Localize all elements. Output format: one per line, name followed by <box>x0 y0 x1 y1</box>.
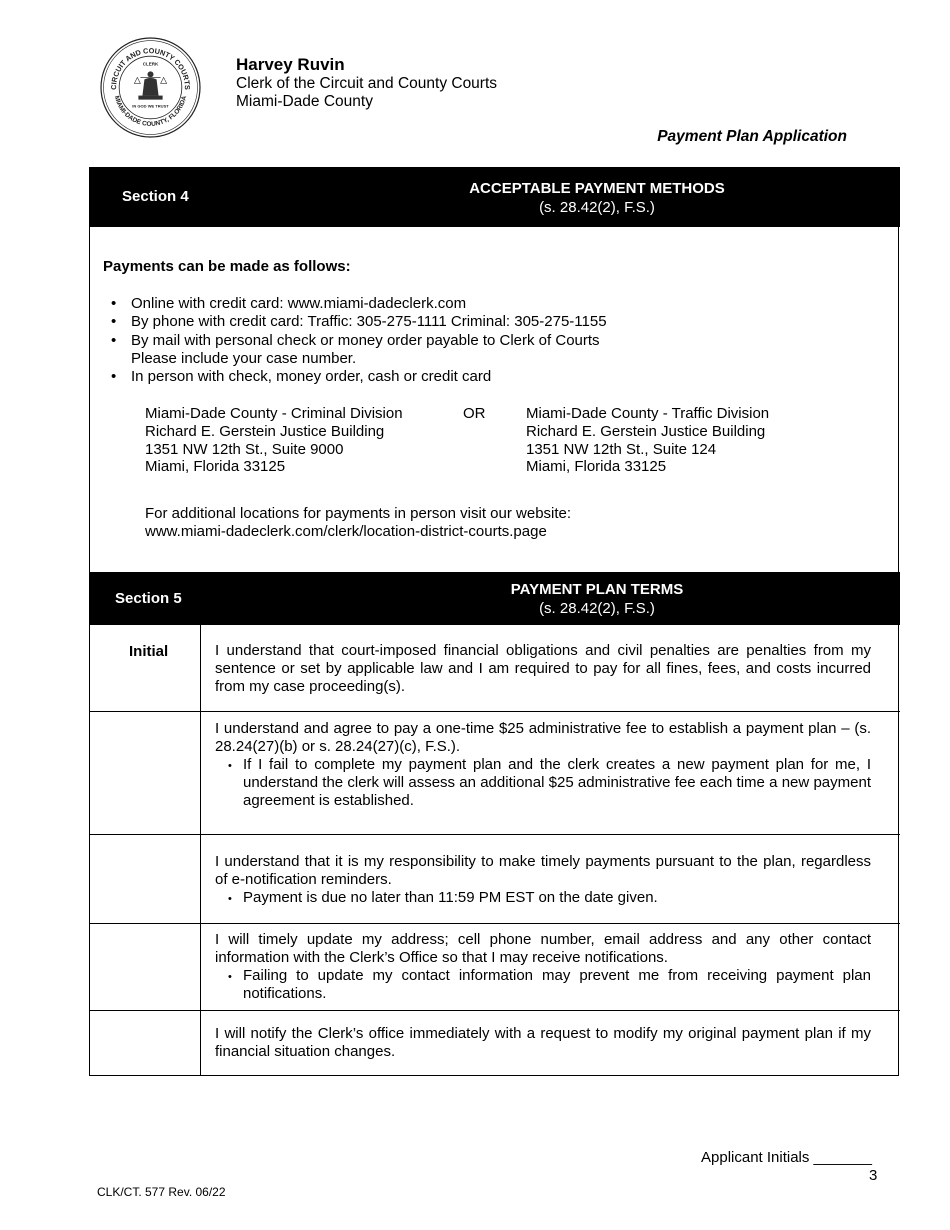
list-item: • By phone with credit card: Traffic: 305-275-1111 Criminal: 305-275-1155 <box>103 313 607 331</box>
section-5-header <box>89 572 900 625</box>
term-row: I understand that court-imposed financial obligations and civil penalties are penalties from my sentence or set by applicable law and I am required to pay for all fines, fees, and costs incurred from my case proceeding(s). <box>215 642 871 695</box>
locations-note: For additional locations for payments in person visit our website: <box>145 505 572 522</box>
term-row: I understand and agree to pay a one-time $25 administrative fee to establish a payment plan – (s. 28.24(27)(b) or s. 28.24(27)(c), F.S.). • If I fail to complete my payment plan and the clerk creates a new payment plan for me, I understand the clerk will assess an additional $25 administrative fee each time a new payment agreement is established. <box>215 720 871 810</box>
clerk-name: Harvey Ruvin <box>236 55 345 74</box>
applicant-initials-field[interactable]: Applicant Initials _______ <box>701 1149 872 1166</box>
column-divider <box>200 625 201 1076</box>
county-name: Miami-Dade County <box>236 93 373 110</box>
form-code: CLK/CT. 577 Rev. 06/22 <box>97 1185 226 1199</box>
locations-url: www.miami-dadeclerk.com/clerk/location-district-courts.page <box>145 523 547 540</box>
term-row: I will notify the Clerk’s office immediately with a request to modify my original payment plan if my financial situation changes. <box>215 1025 871 1060</box>
section-5-label: Section 5 <box>115 590 182 607</box>
row-divider <box>89 1010 900 1011</box>
section-5-statute: (s. 28.42(2), F.S.) <box>539 600 655 617</box>
mail-note: Please include your case number. <box>131 349 357 367</box>
section-4-statute: (s. 28.42(2), F.S.) <box>539 199 655 216</box>
section-4-label: Section 4 <box>122 188 189 205</box>
page-number: 3 <box>869 1167 878 1184</box>
clerk-seal-logo <box>100 37 201 138</box>
svg-text:CIRCUIT AND COUNTY COURTS: CIRCUIT AND COUNTY COURTS <box>109 46 192 90</box>
traffic-division-address: Miami-Dade County - Traffic Division Richard E. Gerstein Justice Building 1351 NW 12th St., Suite 124 Miami, Florida 33125 <box>526 405 770 476</box>
criminal-division-address: Miami-Dade County - Criminal Division Richard E. Gerstein Justice Building 1351 NW 12th St., Suite 9000 Miami, Florida 33125 <box>145 405 403 476</box>
term-row: I will timely update my address; cell phone number, email address and any other contact information with the Clerk’s Office so that I may receive notifications. • Failing to update my contact information may prevent me from receiving payment plan notifications. <box>215 931 871 1003</box>
list-item: • In person with check, money order, cash or credit card <box>103 368 607 386</box>
term-bullet: • Failing to update my contact information may prevent me from receiving payment plan notifications. <box>215 967 871 1003</box>
term-bullet: • If I fail to complete my payment plan and the clerk creates a new payment plan for me, I understand the clerk will assess an additional $25 administrative fee each time a new payment agreement is established. <box>215 756 871 810</box>
term-bullet: • Payment is due no later than 11:59 PM EST on the date given. <box>215 889 871 907</box>
section-5-title: PAYMENT PLAN TERMS <box>510 581 684 598</box>
list-item: • By mail with personal check or money order payable to Clerk of Courts Please include your case number. <box>103 332 607 369</box>
term-row: I understand that it is my responsibility to make timely payments pursuant to the plan, regardless of e-notification reminders. • Payment is due no later than 11:59 PM EST on the date given. <box>215 853 871 907</box>
payment-methods-list <box>103 295 607 386</box>
svg-text:MIAMI-DADE COUNTY, FLORIDA: MIAMI-DADE COUNTY, FLORIDA <box>112 95 189 128</box>
row-divider <box>89 711 900 712</box>
row-divider <box>89 923 900 924</box>
initial-column-label: Initial <box>129 643 169 660</box>
payments-intro: Payments can be made as follows: <box>103 258 351 275</box>
list-item: • Online with credit card: www.miami-dadeclerk.com <box>103 295 607 313</box>
clerk-title: Clerk of the Circuit and County Courts <box>236 75 498 92</box>
section-4-title: ACCEPTABLE PAYMENT METHODS <box>469 180 725 197</box>
section-4-header <box>89 167 900 227</box>
form-title: Payment Plan Application <box>657 128 847 145</box>
or-separator: OR <box>463 405 486 422</box>
svg-text:IN GOD WE TRUST: IN GOD WE TRUST <box>132 103 169 109</box>
row-divider <box>89 834 900 835</box>
svg-text:CLERK: CLERK <box>142 61 159 67</box>
